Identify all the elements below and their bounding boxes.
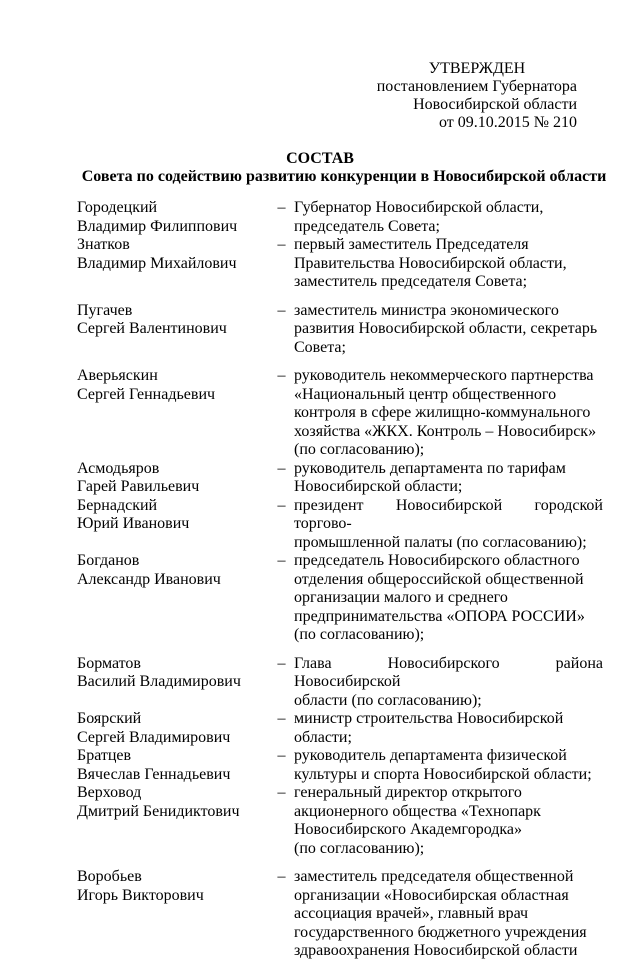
dash-separator: – bbox=[277, 199, 286, 216]
member-row bbox=[77, 236, 603, 292]
member-role bbox=[294, 302, 603, 358]
role-line: «Национальный центр общественного bbox=[294, 385, 557, 403]
role-line: президент Новосибирской городской торгово- bbox=[294, 496, 603, 532]
role-line: (по согласованию); bbox=[294, 626, 425, 643]
member-row bbox=[77, 868, 603, 961]
role-line: заместитель председателя общественной bbox=[294, 868, 574, 885]
member-row bbox=[77, 460, 603, 497]
role-line: хозяйства «ЖКХ. Контроль – Новосибирск» bbox=[294, 422, 597, 440]
member-surname: Воробьев bbox=[77, 868, 142, 885]
role-line: организации «Новосибирская областная bbox=[294, 886, 569, 904]
member-name bbox=[77, 302, 269, 339]
row-spacer bbox=[77, 292, 603, 302]
member-surname: Верховод bbox=[77, 784, 142, 801]
member-row bbox=[77, 552, 603, 645]
role-line: Новосибирского Академгородка» bbox=[294, 821, 523, 838]
role-line: руководитель департамента по тарифам bbox=[294, 459, 566, 477]
member-role bbox=[294, 367, 603, 460]
member-given-names: Владимир Михайлович bbox=[77, 254, 237, 272]
member-role bbox=[294, 236, 603, 292]
member-surname: Аверьяскин bbox=[77, 367, 158, 384]
role-line: контроля в сфере жилищно-коммунального bbox=[294, 404, 591, 421]
member-role bbox=[294, 655, 603, 711]
row-spacer bbox=[77, 858, 603, 868]
member-row bbox=[77, 655, 603, 711]
member-name bbox=[77, 784, 269, 821]
dash-separator: – bbox=[277, 868, 286, 885]
member-given-names: Вячеслав Геннадьевич bbox=[77, 765, 231, 783]
dash-separator: – bbox=[277, 747, 286, 764]
role-line: министр строительства Новосибирской bbox=[294, 710, 564, 727]
member-role bbox=[294, 497, 603, 553]
member-given-names: Владимир Филиппович bbox=[77, 217, 238, 235]
role-line: Губернатор Новосибирской области, bbox=[294, 199, 544, 216]
member-role bbox=[294, 552, 603, 645]
member-name bbox=[77, 497, 269, 534]
role-line: Глава Новосибирского района Новосибирской bbox=[294, 654, 603, 690]
row-spacer bbox=[77, 357, 603, 367]
approval-line: Новосибирской области bbox=[413, 96, 577, 113]
approval-date: от 09.10.2015 № 210 bbox=[438, 114, 577, 131]
member-role bbox=[294, 199, 603, 236]
dash-separator: – bbox=[277, 552, 286, 569]
member-name bbox=[77, 710, 269, 747]
row-spacer bbox=[77, 645, 603, 655]
member-given-names: Гарей Равильевич bbox=[77, 478, 200, 495]
member-given-names: Дмитрий Бенидиктович bbox=[77, 802, 240, 820]
member-given-names: Юрий Иванович bbox=[77, 515, 190, 532]
member-name bbox=[77, 199, 269, 236]
role-line: предпринимательства «ОПОРА РОССИИ» bbox=[294, 607, 585, 625]
dash-separator: – bbox=[277, 496, 286, 514]
document-title bbox=[0, 150, 640, 186]
role-line: руководитель департамента физической bbox=[294, 747, 567, 764]
member-row bbox=[77, 784, 603, 858]
role-line: председатель Новосибирского областного bbox=[294, 552, 580, 569]
member-row bbox=[77, 747, 603, 784]
approval-heading: УТВЕРЖДЕН bbox=[428, 60, 526, 77]
approval-block bbox=[337, 60, 577, 132]
role-line: ассоциация врачей», главный врач bbox=[294, 905, 529, 922]
member-given-names: Игорь Викторович bbox=[77, 886, 204, 904]
role-line: генеральный директор открытого bbox=[294, 784, 522, 801]
role-line: области; bbox=[294, 728, 352, 746]
member-name bbox=[77, 552, 269, 589]
members-list bbox=[77, 199, 603, 961]
member-row bbox=[77, 199, 603, 236]
member-name bbox=[77, 868, 269, 905]
approval-line: постановлением Губернатора bbox=[376, 78, 577, 95]
title-subtitle: Совета по содействию развитию конкуренции в Новосибирской области bbox=[81, 168, 607, 185]
role-line: государственного бюджетного учреждения bbox=[294, 923, 587, 941]
title-main: СОСТАВ bbox=[286, 150, 354, 167]
member-given-names: Василий Владимирович bbox=[77, 673, 241, 690]
dash-separator: – bbox=[277, 301, 286, 319]
member-surname: Пугачев bbox=[77, 301, 133, 319]
role-line: здравоохранения Новосибирской области bbox=[294, 942, 578, 959]
dash-separator: – bbox=[277, 459, 286, 477]
member-surname: Бернадский bbox=[77, 496, 158, 514]
member-row bbox=[77, 710, 603, 747]
role-line: акционерного общества «Технопарк bbox=[294, 802, 541, 820]
role-line: развития Новосибирской области, секретарь bbox=[294, 320, 598, 337]
member-surname: Городецкий bbox=[77, 199, 158, 216]
role-line: области (по согласованию); bbox=[294, 691, 482, 709]
member-surname: Борматов bbox=[77, 654, 141, 672]
role-line: заместитель министра экономического bbox=[294, 301, 559, 319]
member-given-names: Сергей Геннадьевич bbox=[77, 385, 216, 403]
member-name bbox=[77, 655, 269, 692]
member-role bbox=[294, 868, 603, 961]
member-name bbox=[77, 460, 269, 497]
role-line: организации малого и среднего bbox=[294, 589, 508, 606]
role-line: председатель Совета; bbox=[294, 217, 440, 235]
member-name bbox=[77, 747, 269, 784]
role-line: руководитель некоммерческого партнерства bbox=[294, 367, 594, 384]
role-line: первый заместитель Председателя bbox=[294, 236, 529, 253]
member-role bbox=[294, 747, 603, 784]
role-line: промышленной палаты (по согласованию); bbox=[294, 533, 587, 551]
member-row bbox=[77, 367, 603, 460]
role-line: Правительства Новосибирской области, bbox=[294, 254, 567, 272]
member-surname: Знатков bbox=[77, 236, 130, 253]
member-given-names: Александр Иванович bbox=[77, 570, 221, 588]
member-given-names: Сергей Владимирович bbox=[77, 728, 231, 746]
role-line: (по согласованию); bbox=[294, 839, 425, 857]
member-surname: Боярский bbox=[77, 710, 142, 727]
member-surname: Асмодьяров bbox=[77, 459, 160, 477]
dash-separator: – bbox=[277, 367, 286, 384]
role-line: (по согласованию); bbox=[294, 441, 425, 458]
role-line: культуры и спорта Новосибирской области; bbox=[294, 765, 592, 783]
member-row bbox=[77, 497, 603, 553]
member-role bbox=[294, 784, 603, 858]
member-given-names: Сергей Валентинович bbox=[77, 320, 227, 337]
member-name bbox=[77, 236, 269, 273]
role-line: Новосибирской области; bbox=[294, 478, 463, 495]
dash-separator: – bbox=[277, 654, 286, 672]
member-role bbox=[294, 710, 603, 747]
member-name bbox=[77, 367, 269, 404]
member-surname: Братцев bbox=[77, 747, 132, 764]
dash-separator: – bbox=[277, 236, 286, 253]
role-line: заместитель председателя Совета; bbox=[294, 273, 528, 290]
role-line: отделения общероссийской общественной bbox=[294, 570, 584, 588]
member-row bbox=[77, 302, 603, 358]
role-line: Совета; bbox=[294, 338, 346, 356]
member-surname: Богданов bbox=[77, 552, 140, 569]
dash-separator: – bbox=[277, 784, 286, 801]
member-role bbox=[294, 460, 603, 497]
dash-separator: – bbox=[277, 710, 286, 727]
